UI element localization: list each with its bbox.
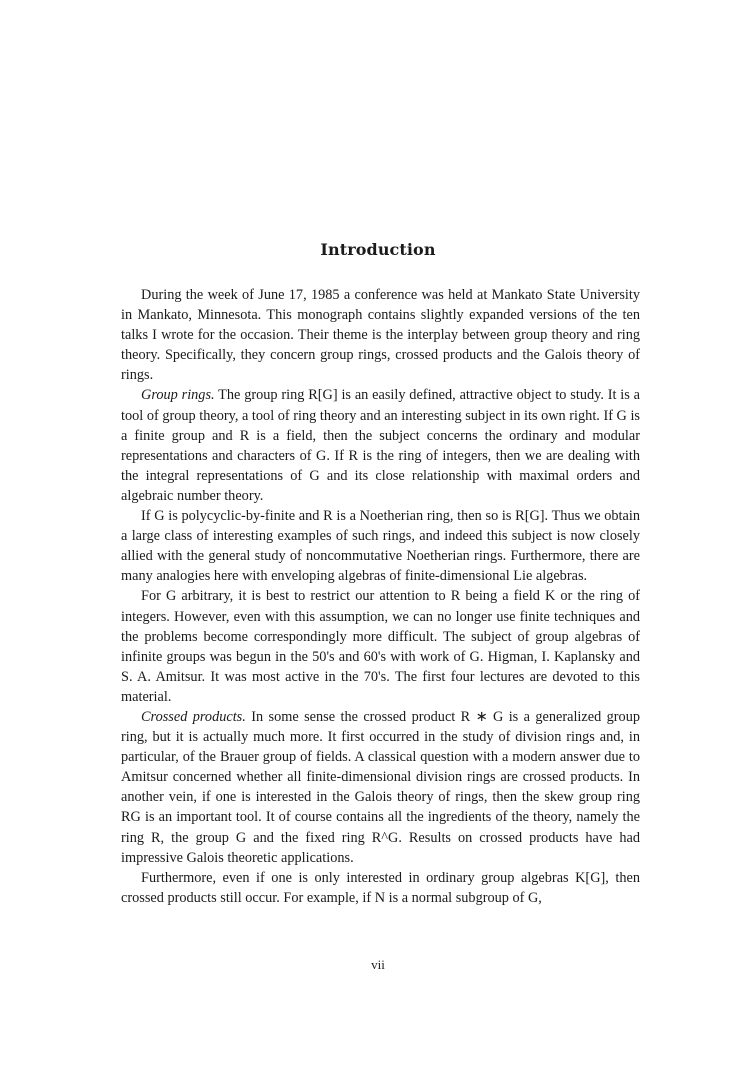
- page-title: Introduction: [320, 240, 436, 259]
- body-text: [121, 285, 640, 908]
- paragraph-text: During the week of June 17, 1985 a conference was held at Mankato State University in Mankato, Minnesota. This monograph contains slightly expanded versions of the ten talks I wrote for the occasion. Their theme is the interplay between group theory and ring theory. Specifically, they concern group rings, crossed products and the Galois theory of rings.: [121, 287, 640, 384]
- paragraph-lead: Crossed products.: [141, 708, 246, 725]
- paragraph-text: The group ring R[G] is an easily defined, attractive object to study. It is a tool of group theory, a tool of ring theory and an interesting subject in its own right. If G is a finite group and R is a field, then the subject concerns the ordinary and modular representations and characters of G. If R is the ring of integers, then we are dealing with the integral representations of G and its close relationship with maximal orders and algebraic number theory.: [121, 387, 640, 504]
- page-number: vii: [371, 957, 385, 972]
- paragraph-4: [121, 586, 640, 707]
- paragraph-2: [121, 385, 640, 506]
- paragraph-lead: Group rings.: [141, 387, 215, 404]
- paragraph-text: For G arbitrary, it is best to restrict our attention to R being a field K or the ring of integers. However, even with this assumption, we can no longer use finite techniques and the problems become correspondingly more difficult. The subject of group algebras of infinite groups was begun in the 50's and 60's with work of G. Higman, I. Kaplansky and S. A. Amitsur. It was most active in the 70's. The first four lectures are devoted to this material.: [121, 588, 640, 705]
- paragraph-text: Furthermore, even if one is only interested in ordinary group algebras K[G], then crossed products still occur. For example, if N is a normal subgroup of G,: [121, 869, 640, 906]
- paragraph-6: [121, 868, 640, 908]
- paragraph-text: In some sense the crossed product R ∗ G is a generalized group ring, but it is actually much more. It first occurred in the study of division rings and, in particular, of the Brauer group of fields. A classical question with a modern answer due to Amitsur concerned whether all finite-dimensional division rings are crossed products. In another vein, if one is interested in the Galois theory of rings, then the skew group ring RG is an important tool. It of course contains all the ingredients of the theory, namely the ring R, the group G and the fixed ring R^G. Results on crossed products have had impressive Galois theoretic applications.: [121, 708, 640, 866]
- paragraph-text: If G is polycyclic-by-finite and R is a Noetherian ring, then so is R[G]. Thus we obtain a large class of interesting examples of such rings, and indeed this subject is now closely allied with the general study of noncommutative Noetherian rings. Furthermore, there are many analogies here with enveloping algebras of finite-dimensional Lie algebras.: [121, 508, 640, 585]
- paragraph-1: [121, 285, 640, 385]
- paragraph-5: [121, 707, 640, 868]
- paragraph-3: [121, 506, 640, 586]
